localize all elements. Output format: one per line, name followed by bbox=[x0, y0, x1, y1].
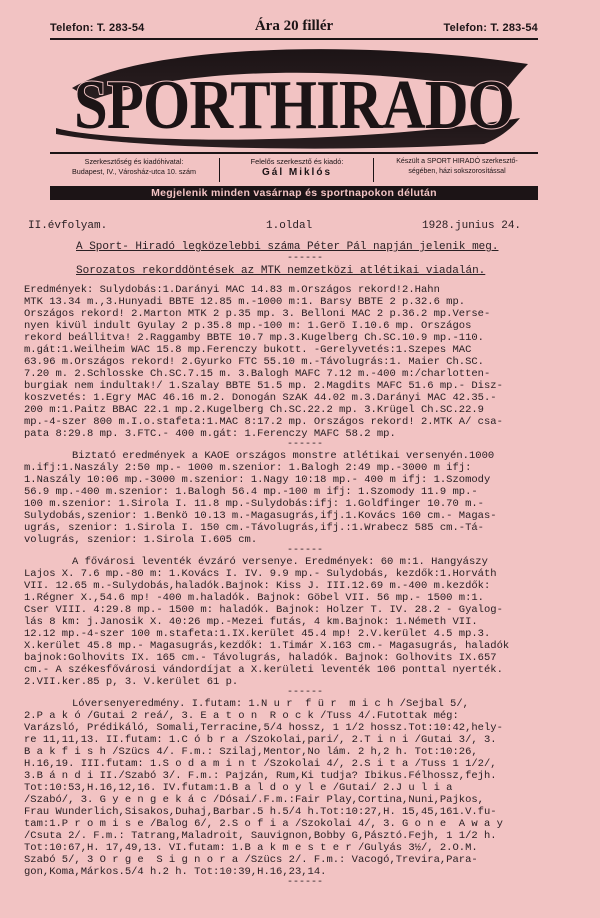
text-line: rekord beállitva! 2.Raggamby BBTE 10.7 mp.3.Kugelberg Ch.SC.10.9 mp.-110. bbox=[24, 332, 484, 344]
info-divider bbox=[219, 158, 220, 182]
section-separator: ------ bbox=[286, 545, 323, 556]
kaoe-results bbox=[24, 450, 586, 546]
phone-number-left: Telefon: T. 283-54 bbox=[50, 22, 145, 34]
text-line: Cser VIII. 4:29.8 mp.- 1500 m: haladók. Bajnok: Holzer T. IV. 28.2 - Gyalog- bbox=[24, 604, 503, 616]
text-line: A fővárosi leventék évzáró versenye. Eredmények: 60 m:1. Hangyászy bbox=[72, 556, 488, 568]
editorial-office-address: Budapest, IV., Városház-utca 10. szám bbox=[72, 167, 196, 176]
price-label: Ára 20 fillér bbox=[254, 18, 334, 34]
text-line: 1.Régner X.,54.6 mp! -400 m.haladók. Bajnok: Göbel VII. 56 mp.- 1500 m:1. bbox=[24, 592, 484, 604]
text-line: Sulydobás,szenior: 1.Benkö 10.13 m.-Magasugrás,ifj.1.Kovács 160 cm.- Magas- bbox=[24, 510, 497, 522]
mtk-results bbox=[24, 284, 586, 440]
text-line: ugrás, szenior: 1.Sirola I. 150 cm.-Távolugrás,ifj.:1.Wrabecz 585 cm.-Tá- bbox=[24, 522, 484, 534]
page-number: 1.oldal bbox=[266, 220, 313, 232]
text-line: m.ifj:1.Naszály 2:50 mp.- 1000 m.szenior: 1.Balogh 2:49 mp.-3000 m ifj: bbox=[24, 462, 472, 474]
masthead-rule bbox=[50, 38, 538, 40]
article-body bbox=[24, 220, 586, 888]
text-line: koszvetés: 1.Egry MAC 46.16 m.2. Donogán SzAK 44.02 m.3.Darányi MAC 42.35.- bbox=[24, 392, 497, 404]
text-line: re 11,11,13. II.futam: 1.C ó b r a /Szokolai,pari/, 2.T i n i /Gutai 3/, 3. bbox=[24, 734, 497, 746]
masthead-top-row bbox=[50, 18, 538, 38]
text-line: burgiak nem indultak!/ 1.Szalay BBTE 51.5 mp. 2.Magdits MAFC 51.6 mp.- Disz- bbox=[24, 380, 503, 392]
text-line: 7.20 m. 2.Schlosske Ch.SC.7.15 m. 3.Balogh MAFC 7.12 m.-400 m:/charlotten- bbox=[24, 368, 491, 380]
text-line: Frau Wunderlich,Sisakos,Duhaj,Barbar.5 h.5/4 h.Tot:10:27,H. 15,45,161.V.fu- bbox=[24, 806, 497, 818]
levente-results bbox=[24, 556, 586, 688]
text-line: gon,Koma,Márkos.5/4 h.2 h. Tot:10:39,H.16,23,14. bbox=[24, 866, 327, 878]
text-line: 63.96 m.Országos rekord! 2.Gyurko FTC 55.10 m.-Távolugrás:1. Maier Ch.SC. bbox=[24, 356, 484, 368]
info-divider bbox=[373, 158, 374, 182]
text-line: 12.12 mp.-4-szer 100 m.stafeta:1.IX.kerület 45.4 mp! 2.V.kerület 4.5 mp.3. bbox=[24, 628, 491, 640]
text-line: Varázsló, Prédikáló, Somali,Terracine,5/4 hossz, 1 1/2 hossz.Tot:10:42,hely- bbox=[24, 722, 503, 734]
text-line: H.16,19. III.futam: 1.S o d a m i n t /Szokolai 4/, 2.S i t a /Tuss 1 1/2/, bbox=[24, 758, 497, 770]
text-line: mp.-4-szer 800 m.I.o.stafeta:1.MAC 8:17.2 mp. Országos rekord! 2.MTK A/ csa- bbox=[24, 416, 503, 428]
issue-info bbox=[24, 220, 586, 236]
text-line: Biztató eredmények a KAOE országos monstre atlétikai versenyén.1000 bbox=[72, 450, 495, 462]
text-line: Tot:10:53,H.16,12,16. IV.futam:1.B a l d o y l e /Gutai/ 2.J u l i a bbox=[24, 782, 453, 794]
section-separator: ------ bbox=[286, 687, 323, 698]
text-line: Eredmények: Sulydobás:1.Darányi MAC 14.83 m.Országos rekord!2.Hahn bbox=[24, 284, 440, 296]
printing-note-line: ségében, házi sokszorosítással bbox=[408, 168, 506, 175]
mtk-meet-headline: Sorozatos rekorddöntések az MTK nemzetközi atlétikai viadalán. bbox=[76, 265, 486, 277]
sport-hirado-logo bbox=[52, 42, 536, 150]
text-line: 3.B á n d i II./Szabó 3/. F.m.: Pajzán, Rum,Ki tudja? Ibikus.Félhossz,fejh. bbox=[24, 770, 497, 782]
section-separator: ------ bbox=[286, 439, 323, 450]
text-line: VII. 12.65 m.-Sulydobás,haladók.Bajnok: Kiss J. III.12.69 m.-400 m.kezdők: bbox=[24, 580, 491, 592]
text-line: /Szabó/, 3. G y e n g e k á c /Dósai/.F.m.:Fair Play,Cortina,Nuni,Pajkos, bbox=[24, 794, 484, 806]
text-line: volugrás, szenior: 1.Sirola I.605 cm. bbox=[24, 534, 258, 546]
text-line: Szabó 5/, 3 O r g e S i g n o r a /Szücs 2/. F.m.: Vacogó,Trevira,Para- bbox=[24, 854, 478, 866]
section-separator: ------ bbox=[286, 253, 323, 264]
text-line: m.gát:1.Weilheim WAC 15.8 mp.Ferenczy bukott. -Gerelyvetés:1.Szepes MAC bbox=[24, 344, 472, 356]
text-line: X.kerület 45.8 mp.- Magasugrás,kezdők: 1.Timár X.163 cm.- Magasugrás, haladók bbox=[24, 640, 510, 652]
editorial-office-label: Szerkesztőség és kiadóhivatal: bbox=[84, 157, 184, 166]
text-line: pata 8:29.8 mp. 3.FTC.- 400 m.gát: 1.Ferenczy MAFC 58.2 mp. bbox=[24, 428, 396, 440]
text-line: 1.Naszály 10:06 mp.-3000 m.szenior: 1.Nagy 10:18 mp.- 400 m ifj: 1.Szomody bbox=[24, 474, 491, 486]
masthead-info-strip bbox=[50, 152, 538, 188]
editor-block bbox=[222, 157, 372, 178]
text-line: 200 m:1.Paitz BBAC 22.1 mp.2.Kugelberg Ch.SC.22.2 mp. 3.Krügel Ch.SC.22.9 bbox=[24, 404, 484, 416]
printing-note-line: Készült a SPORT HIRADÓ szerkesztő- bbox=[396, 158, 518, 165]
text-line: tam:1.P r o m i s e /Balog 6/, 2.S o f i a /Szokolai 4/, 3. G o n e A w a y bbox=[24, 818, 503, 830]
logo-wordmark: SPORTHIRADO bbox=[74, 67, 514, 144]
next-issue-notice: A Sport- Hiradó legközelebbi száma Péter Pál napján jelenik meg. bbox=[76, 241, 499, 253]
text-line: MTK 13.34 m.,3.Hunyadi BBTE 12.85 m.-1000 m:1. Barsy BBTE 2 p.32.6 mp. bbox=[24, 296, 466, 308]
editor-label: Felelős szerkesztő és kiadó: bbox=[250, 157, 344, 166]
editorial-office bbox=[50, 157, 218, 177]
text-line: Lajos X. 7.6 mp.-80 m: 1.Kovács I. IV. 9.9 mp.- Sulydobás, kezdők:1.Horváth bbox=[24, 568, 497, 580]
printing-note bbox=[376, 157, 538, 177]
issue-date: 1928.junius 24. bbox=[422, 220, 522, 232]
text-line: Tot:10:67,H. 17,49,13. VI.futam: 1.B a k m e s t e r /Gulyás 3½/, 2.O.M. bbox=[24, 842, 478, 854]
publication-schedule-banner: Megjelenik minden vasárnap és sportnapokon délután bbox=[50, 186, 538, 200]
section-separator: ------ bbox=[286, 877, 323, 888]
text-line: bajnok:Golhovits IX. 165 cm.- Távolugrás, haladók. Bajnok: Golhovits IX.657 bbox=[24, 652, 497, 664]
horse-race-results bbox=[24, 698, 586, 878]
text-line: B a k f i s h /Szücs 4/. F.m.: Szilaj,Mentor,No lám. 2 h,2 h. Tot:10:26, bbox=[24, 746, 478, 758]
text-line: cm.- A székesfővárosi vándordíjat a X.kerületi leventék 106 ponttal nyerték. bbox=[24, 664, 503, 676]
text-line: Országos rekord! 2.Marton MTK 2 p.35 mp. 3. Belloni MAC 2 p.36.2 mp.Verse- bbox=[24, 308, 491, 320]
text-line: 2.P a k ó /Gutai 2 reá/, 3. E a t o n R o c k /Tuss 4/.Futottak még: bbox=[24, 710, 459, 722]
text-line: nyen kivül indult Gyulay 2 p.35.8 mp.-100 m: 1.Gerö I.10.6 mp. Országos bbox=[24, 320, 472, 332]
volume: II.évfolyam. bbox=[28, 220, 108, 232]
text-line: Lóversenyeredmény. I.futam: 1.N u r f ü r m i c h /Sejbal 5/, bbox=[72, 698, 469, 710]
text-line: /Csuta 2/. F.m.: Tatrang,Maladroit, Sauvignon,Bobby G,Pásztó.Fejh, 1 1/2 h. bbox=[24, 830, 497, 842]
text-line: lás 8 km: j.Janosik X. 40:26 mp.-Mezei futás, 4 km.Bajnok: 1.Németh VII. bbox=[24, 616, 478, 628]
text-line: 2.VII.ker.85 p, 3. V.kerület 61 p. bbox=[24, 676, 239, 688]
editor-name: Gál Miklós bbox=[261, 167, 332, 178]
text-line: 100 m.szenior: 1.Sirola I. 11.8 mp.-Sulydobás:ifj: 1.Goldfinger 10.70 m.- bbox=[24, 498, 484, 510]
phone-number-right: Telefon: T. 283-54 bbox=[443, 22, 538, 34]
logo-graphic bbox=[52, 42, 536, 150]
text-line: 56.9 mp.-400 m.szenior: 1.Balogh 56.4 mp.-100 m ifj: 1.Szomody 11.9 mp.- bbox=[24, 486, 478, 498]
